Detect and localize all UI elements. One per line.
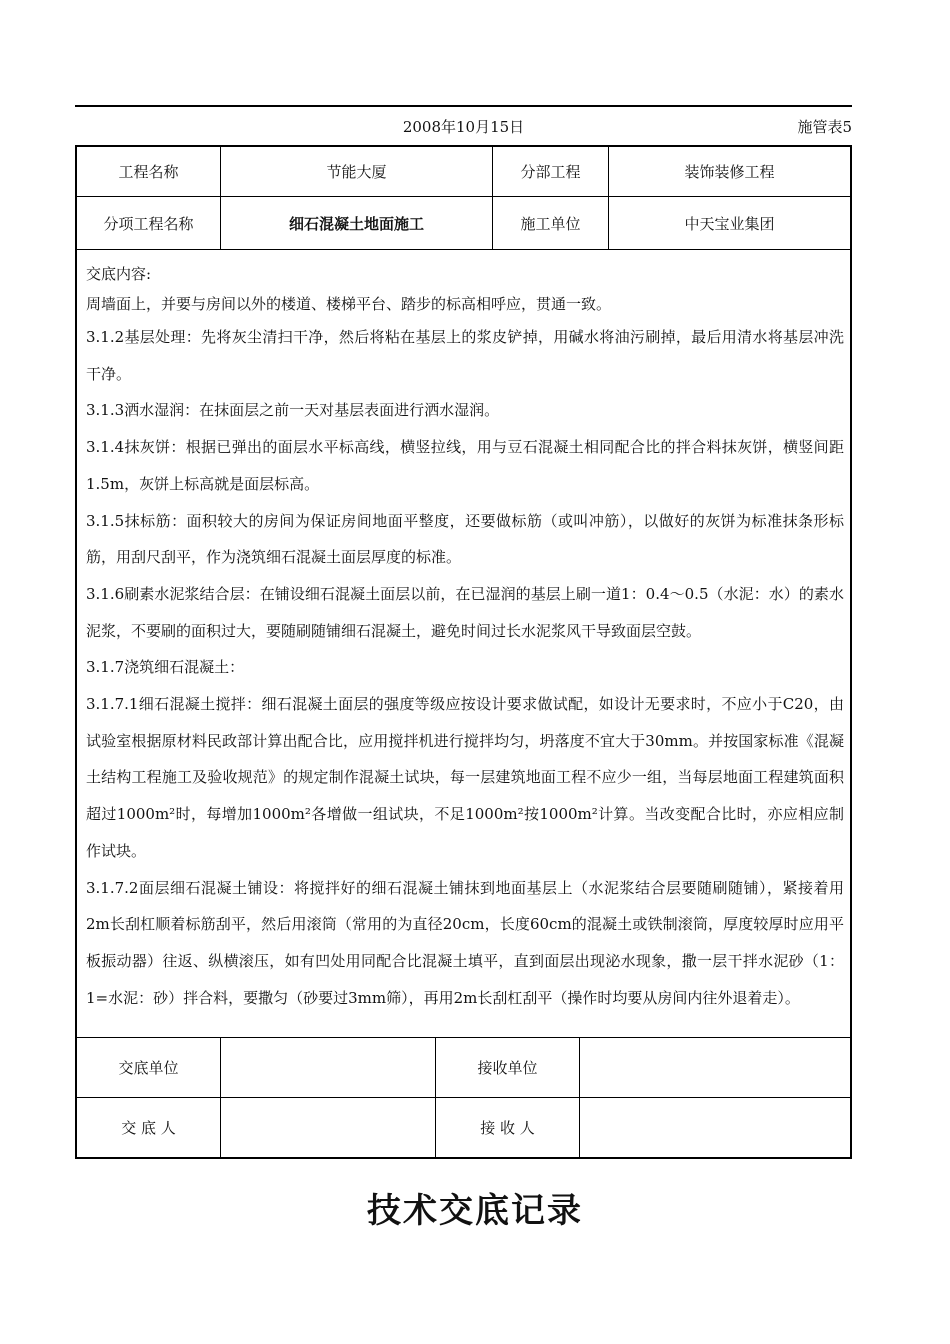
record-date: 2008年10月15日 xyxy=(402,118,525,136)
project-name-label: 工程名称 xyxy=(77,147,221,196)
content-paragraph: 3.1.7浇筑细石混凝土： xyxy=(86,658,245,677)
contractor-value: 中天宝业集团 xyxy=(684,214,775,233)
content-paragraph: 3.1.7.2面层细石混凝土铺设：将搅拌好的细石混凝土铺抹到地面基层上（水泥浆结合层要随刷随铺），紧接着用2m长刮杠顺着标筋刮平，然后用滚筒（常用的为直径20cm，长度60cm的混凝土或铁制滚筒，厚度较厚时应用平板振动器）往返、纵横滚压，如有凹处用同配合比混凝土填平，直到面层出现泌水现象，撒一层干拌水泥砂（1：1=水泥：砂）拌合料，要撒匀（砂要过3mm筛），再用2m长刮杠刮平（操作时均要从房间内往外退着走）。 xyxy=(86,878,844,1007)
receiver-unit-label: 接收单位 xyxy=(436,1038,580,1097)
footer-row-unit xyxy=(77,1038,850,1097)
receiver-unit-value[interactable] xyxy=(580,1038,850,1097)
item-name-value: 细石混凝土地面施工 xyxy=(221,197,493,249)
info-row-item xyxy=(77,197,850,249)
footer-row-person xyxy=(77,1098,850,1157)
receiver-person-label: 接 收 人 xyxy=(436,1098,580,1157)
contractor-label: 施工单位 xyxy=(493,197,609,249)
document-title: 技术交底记录 xyxy=(367,1191,583,1231)
content-paragraph: 3.1.4抹灰饼：根据已弹出的面层水平标高线，横竖拉线，用与豆石混凝土相同配合比的拌合料抹灰饼，横竖间距1.5m，灰饼上标高就是面层标高。 xyxy=(86,438,844,493)
header-rule xyxy=(75,105,852,107)
item-name-label: 分项工程名称 xyxy=(77,197,221,249)
form-number: 施管表5 xyxy=(797,118,852,136)
disclosure-content xyxy=(86,259,844,1016)
disclosure-form xyxy=(75,145,852,1159)
issuer-unit-value[interactable] xyxy=(221,1038,436,1097)
issuer-person-label: 交 底 人 xyxy=(77,1098,221,1157)
division-value: 装饰装修工程 xyxy=(684,163,775,181)
division-label: 分部工程 xyxy=(493,147,609,196)
content-paragraph: 3.1.7.1细石混凝土搅拌：细石混凝土面层的强度等级应按设计要求做试配，如设计无要求时，不应小于C20，由试验室根据原材料民政部计算出配合比，应用搅拌机进行搅拌均匀，坍落度不宜大于30mm。并按国家标准《混凝土结构工程施工及验收规范》的规定制作混凝土试块，每一层建筑地面工程不应少一组，当每层地面工程建筑面积超过1000m²时，每增加1000m²各增做一组试块，不足1000m²按1000m²计算。当改变配合比时，亦应相应制作试块。 xyxy=(86,695,844,860)
content-paragraph: 3.1.5抹标筋：面积较大的房间为保证房间地面平整度，还要做标筋（或叫冲筋），以做好的灰饼为标准抹条形标筋，用刮尺刮平，作为浇筑细石混凝土面层厚度的标准。 xyxy=(86,511,844,567)
content-paragraph: 3.1.2基层处理：先将灰尘清扫干净，然后将粘在基层上的浆皮铲掉，用碱水将油污刷掉，最后用清水将基层冲洗干净。 xyxy=(86,328,844,383)
content-paragraph: 3.1.6刷素水泥浆结合层：在铺设细石混凝土面层以前，在已湿润的基层上刷一道1：0.4～0.5（水泥：水）的素水泥浆，不要刷的面积过大，要随刷随铺细石混凝土，避免时间过长水泥浆风干导致面层空鼓。 xyxy=(86,584,844,640)
row-divider xyxy=(77,249,850,250)
content-paragraph: 周墙面上，并要与房间以外的楼道、楼梯平台、踏步的标高相呼应，贯通一致。 xyxy=(86,295,612,313)
info-row-project xyxy=(77,147,850,196)
project-name-value: 节能大厦 xyxy=(221,147,493,196)
receiver-person-value[interactable] xyxy=(580,1098,850,1157)
issuer-person-value[interactable] xyxy=(221,1098,436,1157)
content-paragraph: 3.1.3洒水湿润：在抹面层之前一天对基层表面进行洒水湿润。 xyxy=(86,401,500,420)
content-heading: 交底内容: xyxy=(86,265,152,283)
issuer-unit-label: 交底单位 xyxy=(77,1038,221,1097)
